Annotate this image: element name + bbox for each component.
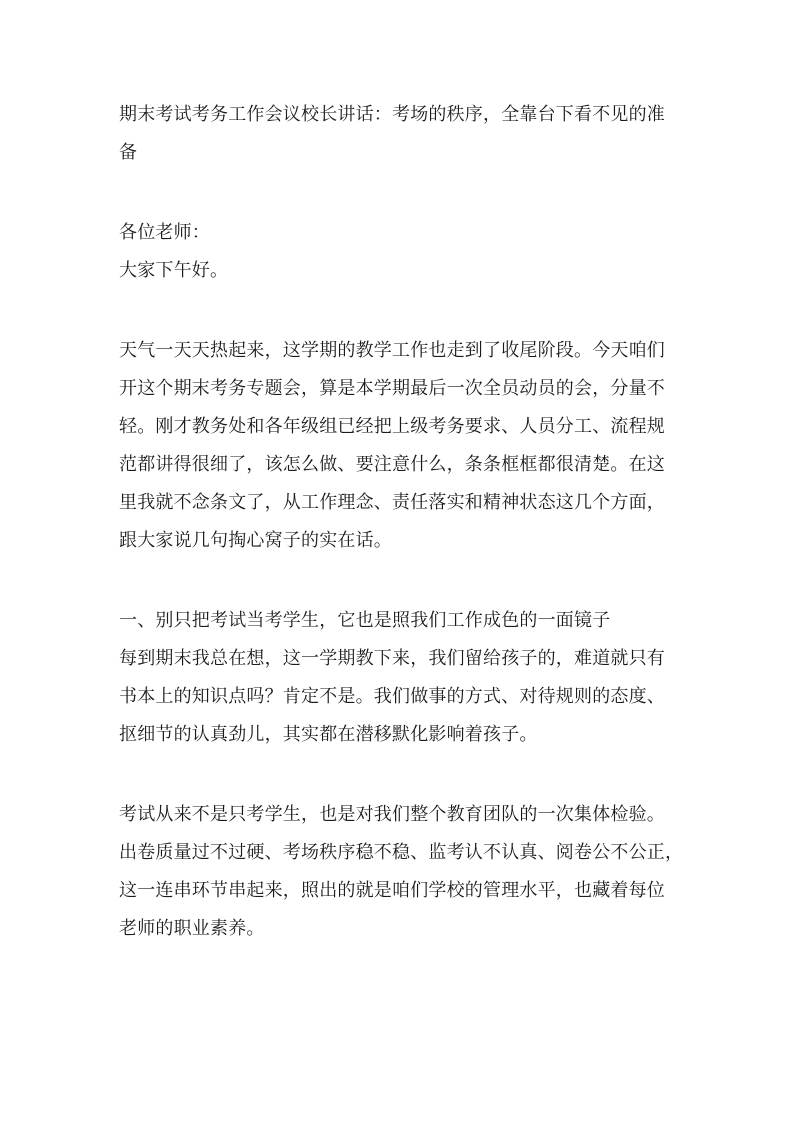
intro-paragraph: [119, 332, 689, 560]
salutation: 各位老师：: [119, 222, 210, 243]
paragraph-line: 老师的职业素养。: [119, 918, 265, 939]
title-line: 备: [119, 142, 138, 163]
paragraph-line: 考试从来不是只考学生，也是对我们整个教育团队的一次集体检验。: [119, 804, 665, 825]
title-line: 期末考试考务工作会议校长讲话：考场的秩序，全靠台下看不见的准: [119, 104, 665, 125]
greeting: 大家下午好。: [119, 260, 229, 281]
section1-paragraph-2: [119, 796, 689, 948]
paragraph-line: 抠细节的认真劲儿，其实都在潜移默化影响着孩子。: [119, 724, 538, 745]
paragraph-line: 天气一天天热起来，这学期的教学工作也走到了收尾阶段。今天咱们: [119, 340, 665, 361]
section1-paragraph-1: [119, 640, 689, 754]
paragraph-line: 这一连串环节串起来，照出的就是咱们学校的管理水平，也藏着每位: [119, 880, 665, 901]
paragraph-line: 轻。刚才教务处和各年级组已经把上级考务要求、人员分工、流程规: [119, 416, 665, 437]
document-title: [119, 96, 689, 172]
paragraph-line: 开这个期末考务专题会，算是本学期最后一次全员动员的会，分量不: [119, 378, 665, 399]
paragraph-line: 跟大家说几句掏心窝子的实在话。: [119, 530, 392, 551]
section-heading: 一、别只把考试当考学生，它也是照我们工作成色的一面镜子: [119, 610, 611, 631]
paragraph-line: 书本上的知识点吗？肯定不是。我们做事的方式、对待规则的态度、: [119, 686, 665, 707]
paragraph-line: 里我就不念条文了，从工作理念、责任落实和精神状态这几个方面，: [119, 492, 665, 513]
paragraph-line: 每到期末我总在想，这一学期教下来，我们留给孩子的，难道就只有: [119, 648, 665, 669]
document-page: [119, 96, 689, 948]
paragraph-line: 出卷质量过不过硬、考场秩序稳不稳、监考认不认真、阅卷公不公正，: [119, 842, 684, 863]
paragraph-line: 范都讲得很细了，该怎么做、要注意什么，条条框框都很清楚。在这: [119, 454, 665, 475]
